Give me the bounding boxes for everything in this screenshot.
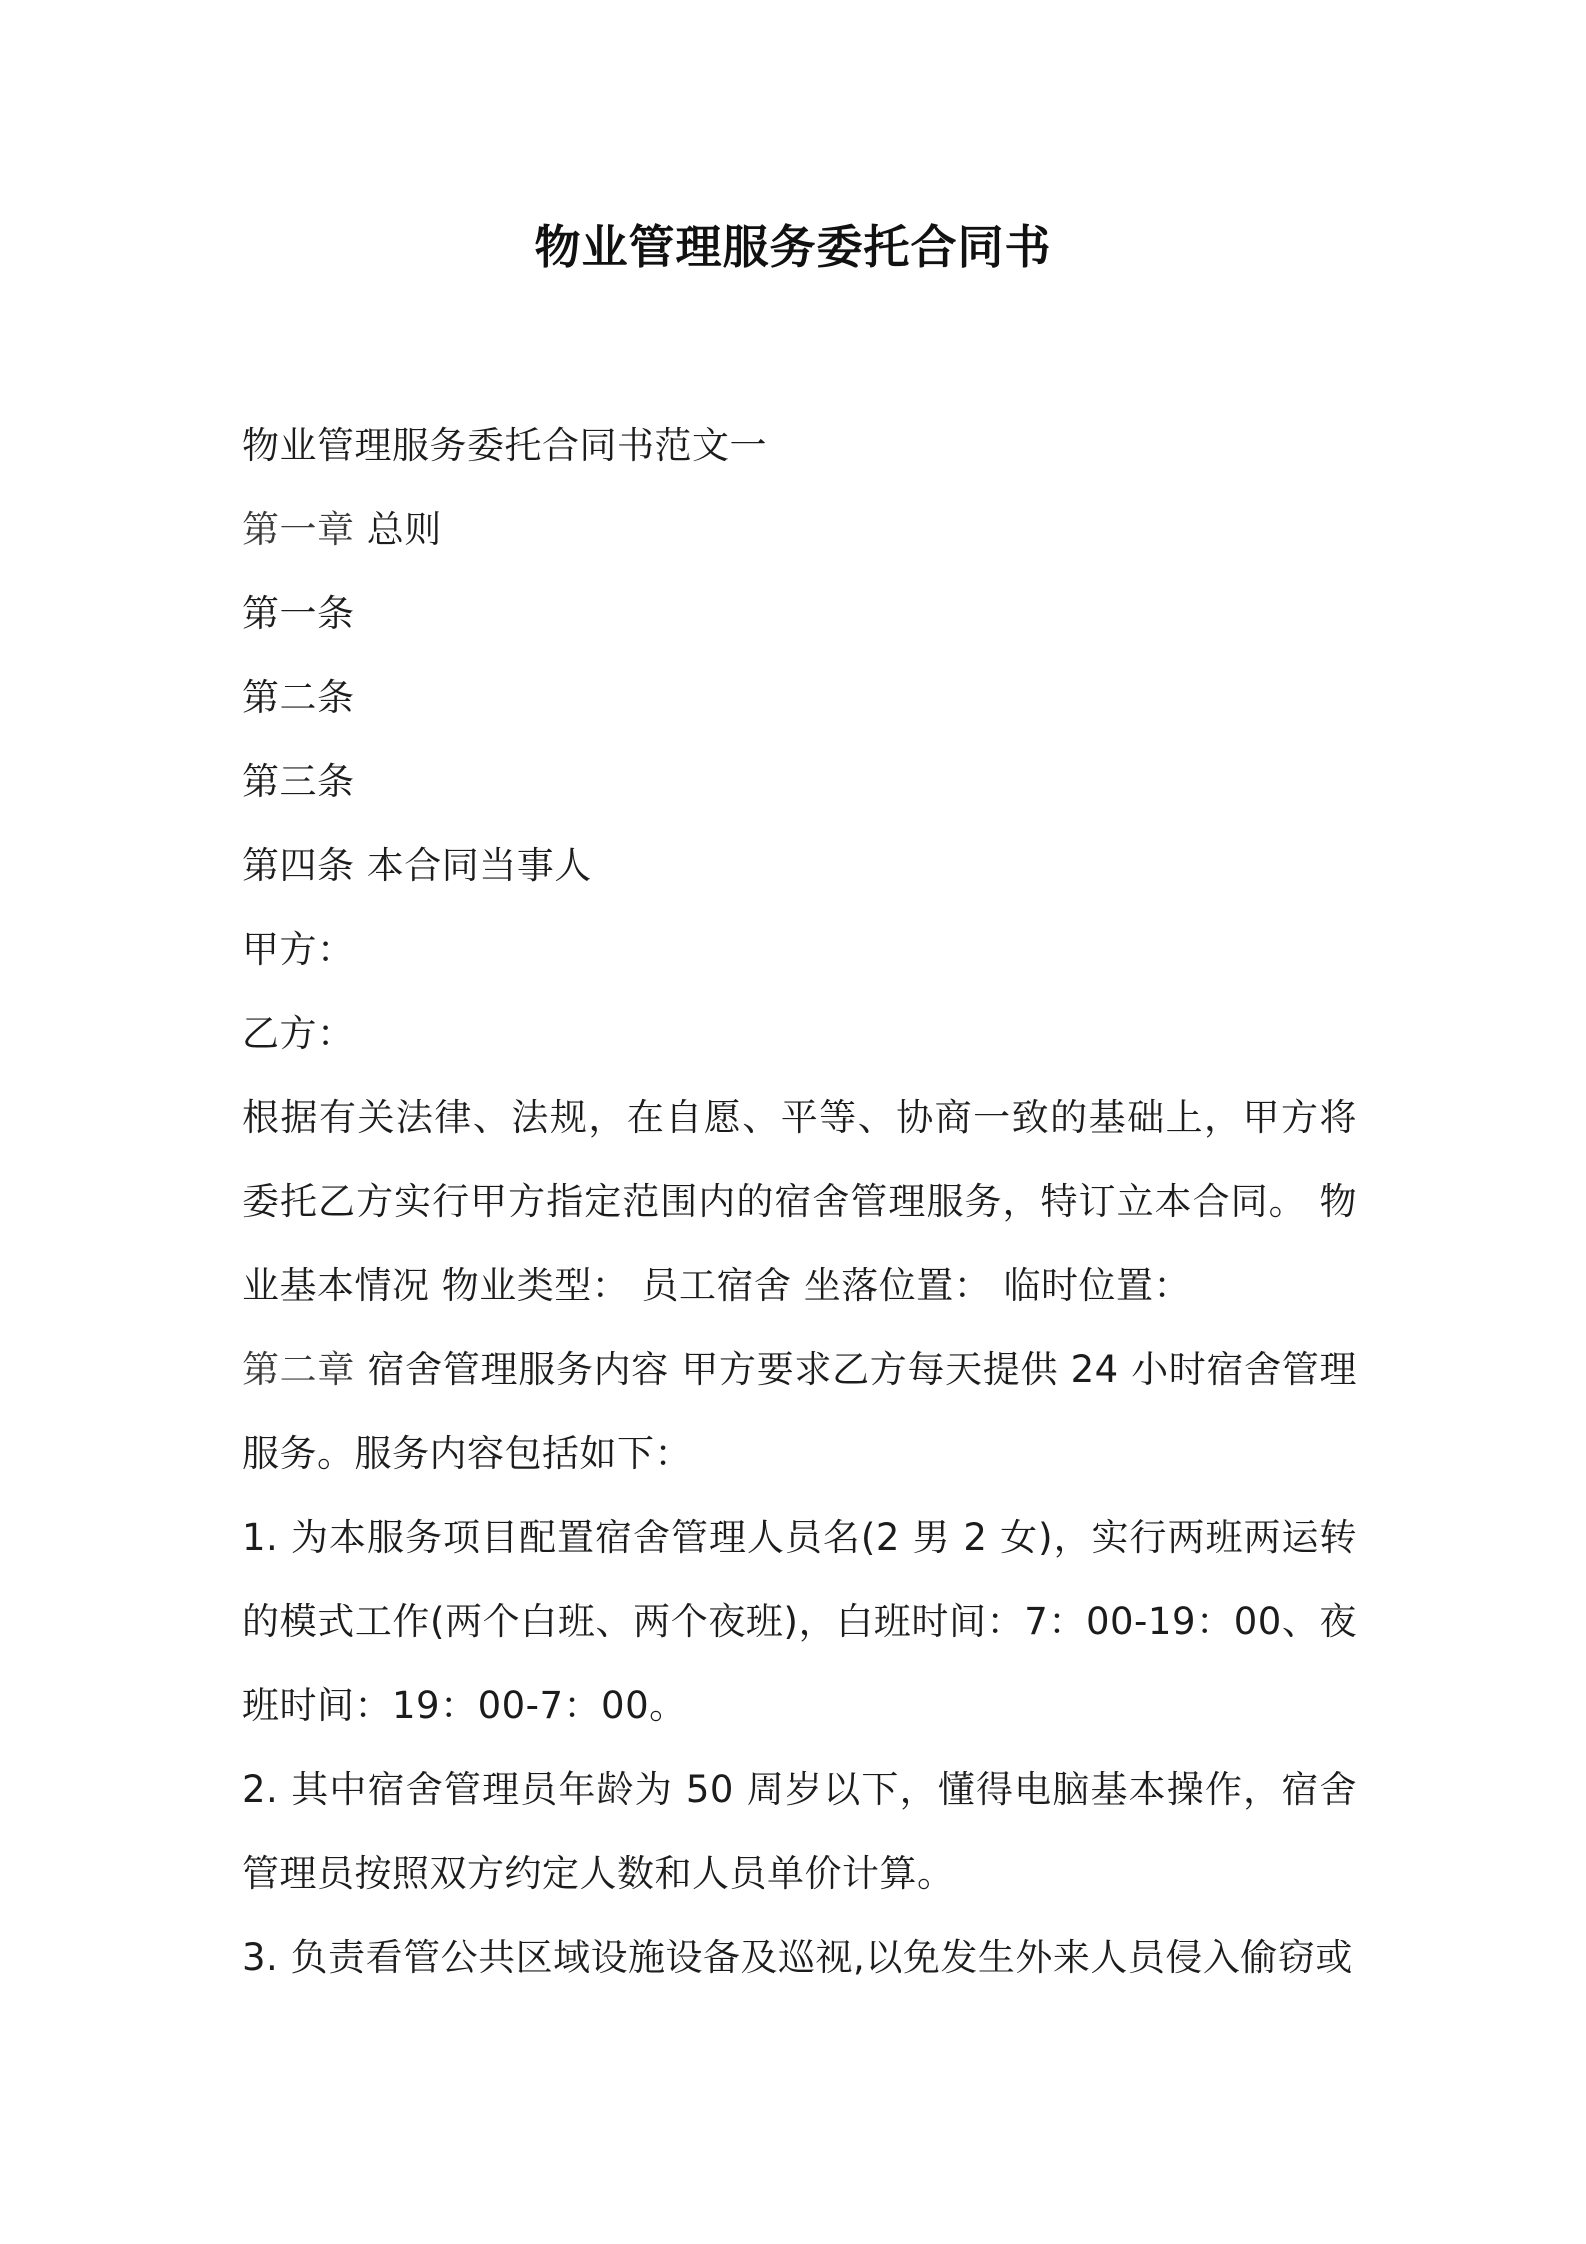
article-2: 第二条 <box>242 676 355 719</box>
basis-paragraph: 根据有关法律、法规，在自愿、平等、协商一致的基础上，甲方将委托乙方实行甲方指定范围内的宿舍管理服务，特订立本合同。 物业基本情况 物业类型： 员工宿舍 坐落位置： 临时位置： <box>242 1096 1357 1307</box>
article-3: 第三条 <box>242 760 355 803</box>
chapter-2-heading <box>242 1328 1357 1496</box>
article-1: 第一条 <box>242 592 355 635</box>
chapter-2-prefix: 第二章 <box>242 1348 356 1391</box>
party-a-line: 甲方： <box>242 928 355 971</box>
party-b-line: 乙方： <box>242 1012 355 1055</box>
service-item-1: 1. 为本服务项目配置宿舍管理人员名(2 男 2 女)，实行两班两运转的模式工作(两个白班、两个夜班)，白班时间：7：00-19：00、夜班时间：19：00-7：00。 <box>242 1516 1357 1727</box>
chapter-1-prefix: 第一章 <box>242 508 355 551</box>
service-item-3: 3. 负责看管公共区域设施设备及巡视,以免发生外来人员侵入偷窃或 <box>242 1936 1353 1979</box>
service-item-2: 2. 其中宿舍管理员年龄为 50 周岁以下，懂得电脑基本操作，宿舍管理员按照双方约定人数和人员单价计算。 <box>242 1768 1357 1895</box>
document-title: 物业管理服务委托合同书 <box>534 220 1052 274</box>
document-body <box>242 404 1357 2000</box>
chapter-1-title: 总则 <box>366 508 442 551</box>
chapter-1-heading <box>242 488 1357 572</box>
document-subtitle: 物业管理服务委托合同书范文一 <box>242 424 767 467</box>
article-4: 第四条 本合同当事人 <box>242 844 592 887</box>
chapter-2-title: 宿舍管理服务内容 甲方要求乙方每天提供 24 小时宿舍管理服务。服务内容包括如下： <box>242 1348 1358 1475</box>
